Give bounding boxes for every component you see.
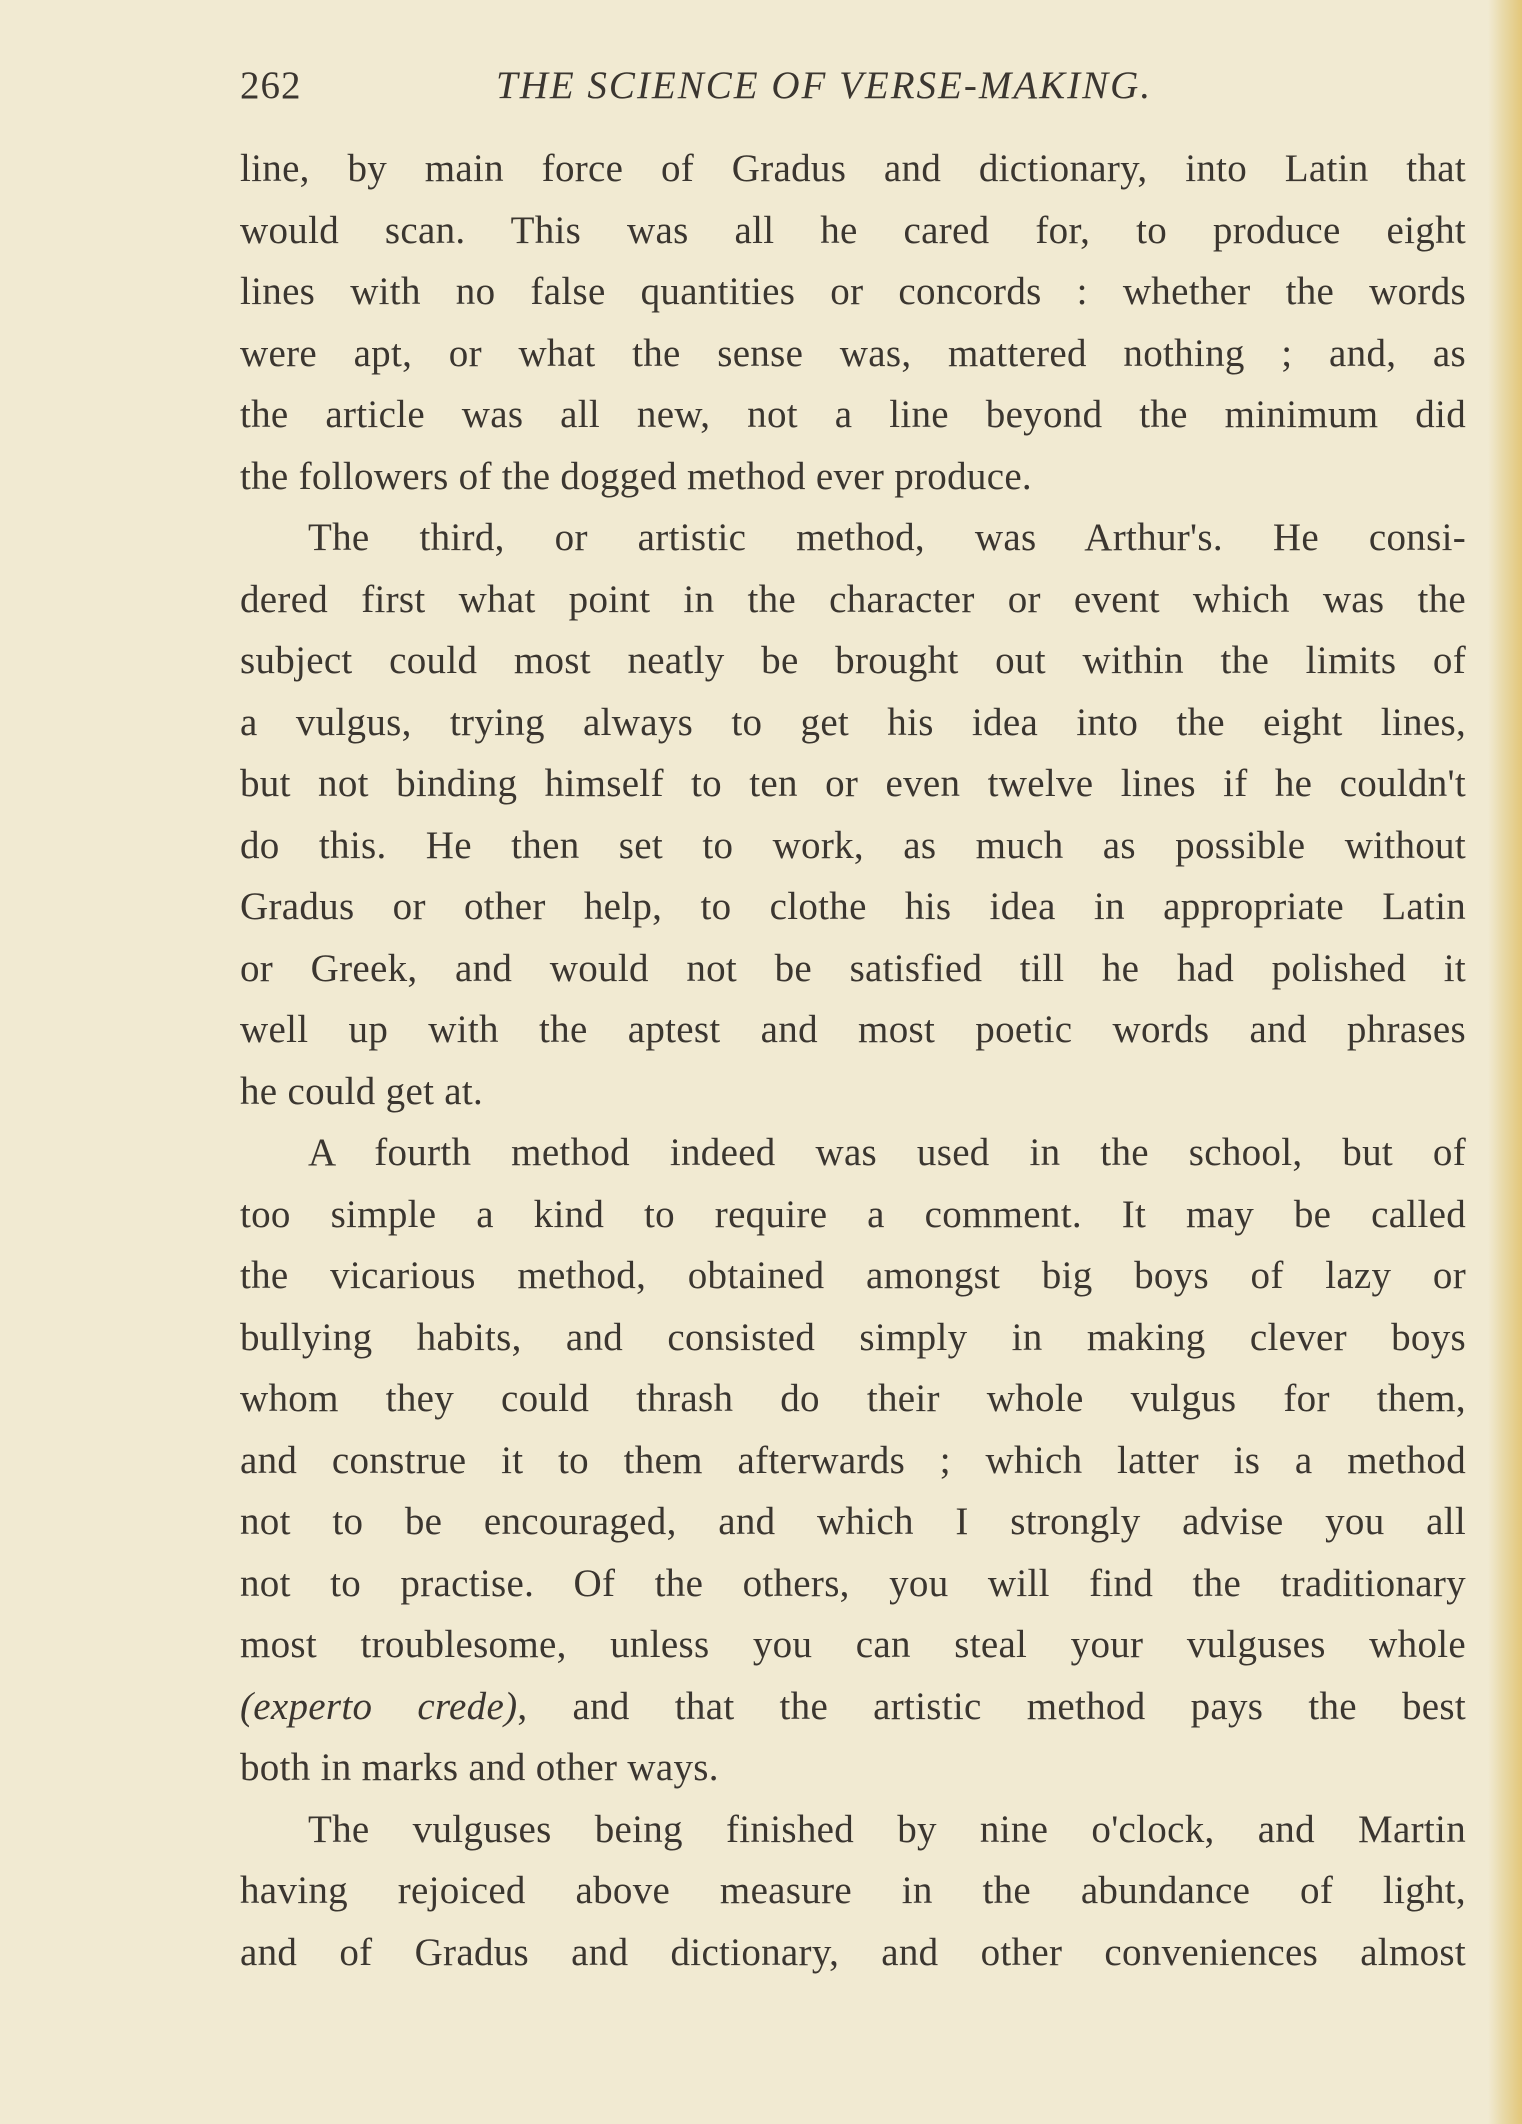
text-line: but not binding himself to ten or even twelve lines if he couldn't — [240, 762, 1466, 805]
text-line: the followers of the dogged method ever produce. — [240, 454, 1032, 498]
paragraph-start-line: The vulguses being finished by nine o'clock, and Martin — [308, 1807, 1466, 1851]
text-line: the article was all new, not a line beyond the minimum did — [240, 393, 1466, 436]
paragraph-start-line: The third, or artistic method, was Arthur's. He consi- — [308, 516, 1466, 559]
text-line: subject could most neatly be brought out within the limits of — [240, 639, 1466, 682]
text-line: a vulgus, trying always to get his idea into the eight lines, — [240, 700, 1466, 744]
text-line: dered first what point in the character or event which was the — [240, 577, 1466, 621]
text-line: were apt, or what the sense was, mattered nothing ; and, as — [240, 331, 1466, 375]
text-line: Gradus or other help, to clothe his idea in appropriate Latin — [240, 885, 1466, 928]
text-line-with-italic — [240, 1676, 1466, 1738]
running-head — [240, 62, 1466, 110]
body-text — [240, 138, 1466, 1983]
text-line: he could get at. — [240, 1069, 484, 1113]
text-line: well up with the aptest and most poetic words and phrases — [240, 1008, 1466, 1051]
text-line: bullying habits, and consisted simply in making clever boys — [240, 1315, 1466, 1359]
text-line: or Greek, and would not be satisfied till he had polished it — [240, 946, 1466, 990]
italic-phrase: (experto crede) — [240, 1684, 518, 1728]
text-line: line, by main force of Gradus and dictionary, into Latin that — [240, 147, 1466, 190]
text-line: lines with no false quantities or concords : whether the words — [240, 270, 1466, 313]
text-line: most troublesome, unless you can steal your vulguses whole — [240, 1623, 1466, 1666]
page-edge-shadow — [1488, 0, 1522, 2124]
page-number: 262 — [240, 64, 302, 107]
text-line: and construe it to them afterwards ; which latter is a method — [240, 1438, 1466, 1482]
text-line: whom they could thrash do their whole vulgus for them, — [240, 1377, 1466, 1420]
text-line: too simple a kind to require a comment. It may be called — [240, 1192, 1466, 1236]
text-line: not to be encouraged, and which I strongly advise you all — [240, 1500, 1466, 1543]
text-line: not to practise. Of the others, you will find the traditionary — [240, 1561, 1466, 1605]
text-line: would scan. This was all he cared for, to produce eight — [240, 208, 1466, 252]
paragraph-start-line: A fourth method indeed was used in the school, but of — [308, 1131, 1466, 1174]
text-line: having rejoiced above measure in the abundance of light, — [240, 1869, 1466, 1912]
running-title: THE SCIENCE OF VERSE-MAKING. — [496, 64, 1153, 107]
book-page — [240, 0, 1466, 2124]
text-line: and of Gradus and dictionary, and other conveniences almost — [240, 1930, 1466, 1974]
text-line-remainder: , and that the artistic method pays the best — [517, 1684, 1467, 1728]
text-line: the vicarious method, obtained amongst big boys of lazy or — [240, 1254, 1466, 1297]
text-line: do this. He then set to work, as much as possible without — [240, 823, 1466, 867]
text-line: both in marks and other ways. — [240, 1746, 719, 1789]
